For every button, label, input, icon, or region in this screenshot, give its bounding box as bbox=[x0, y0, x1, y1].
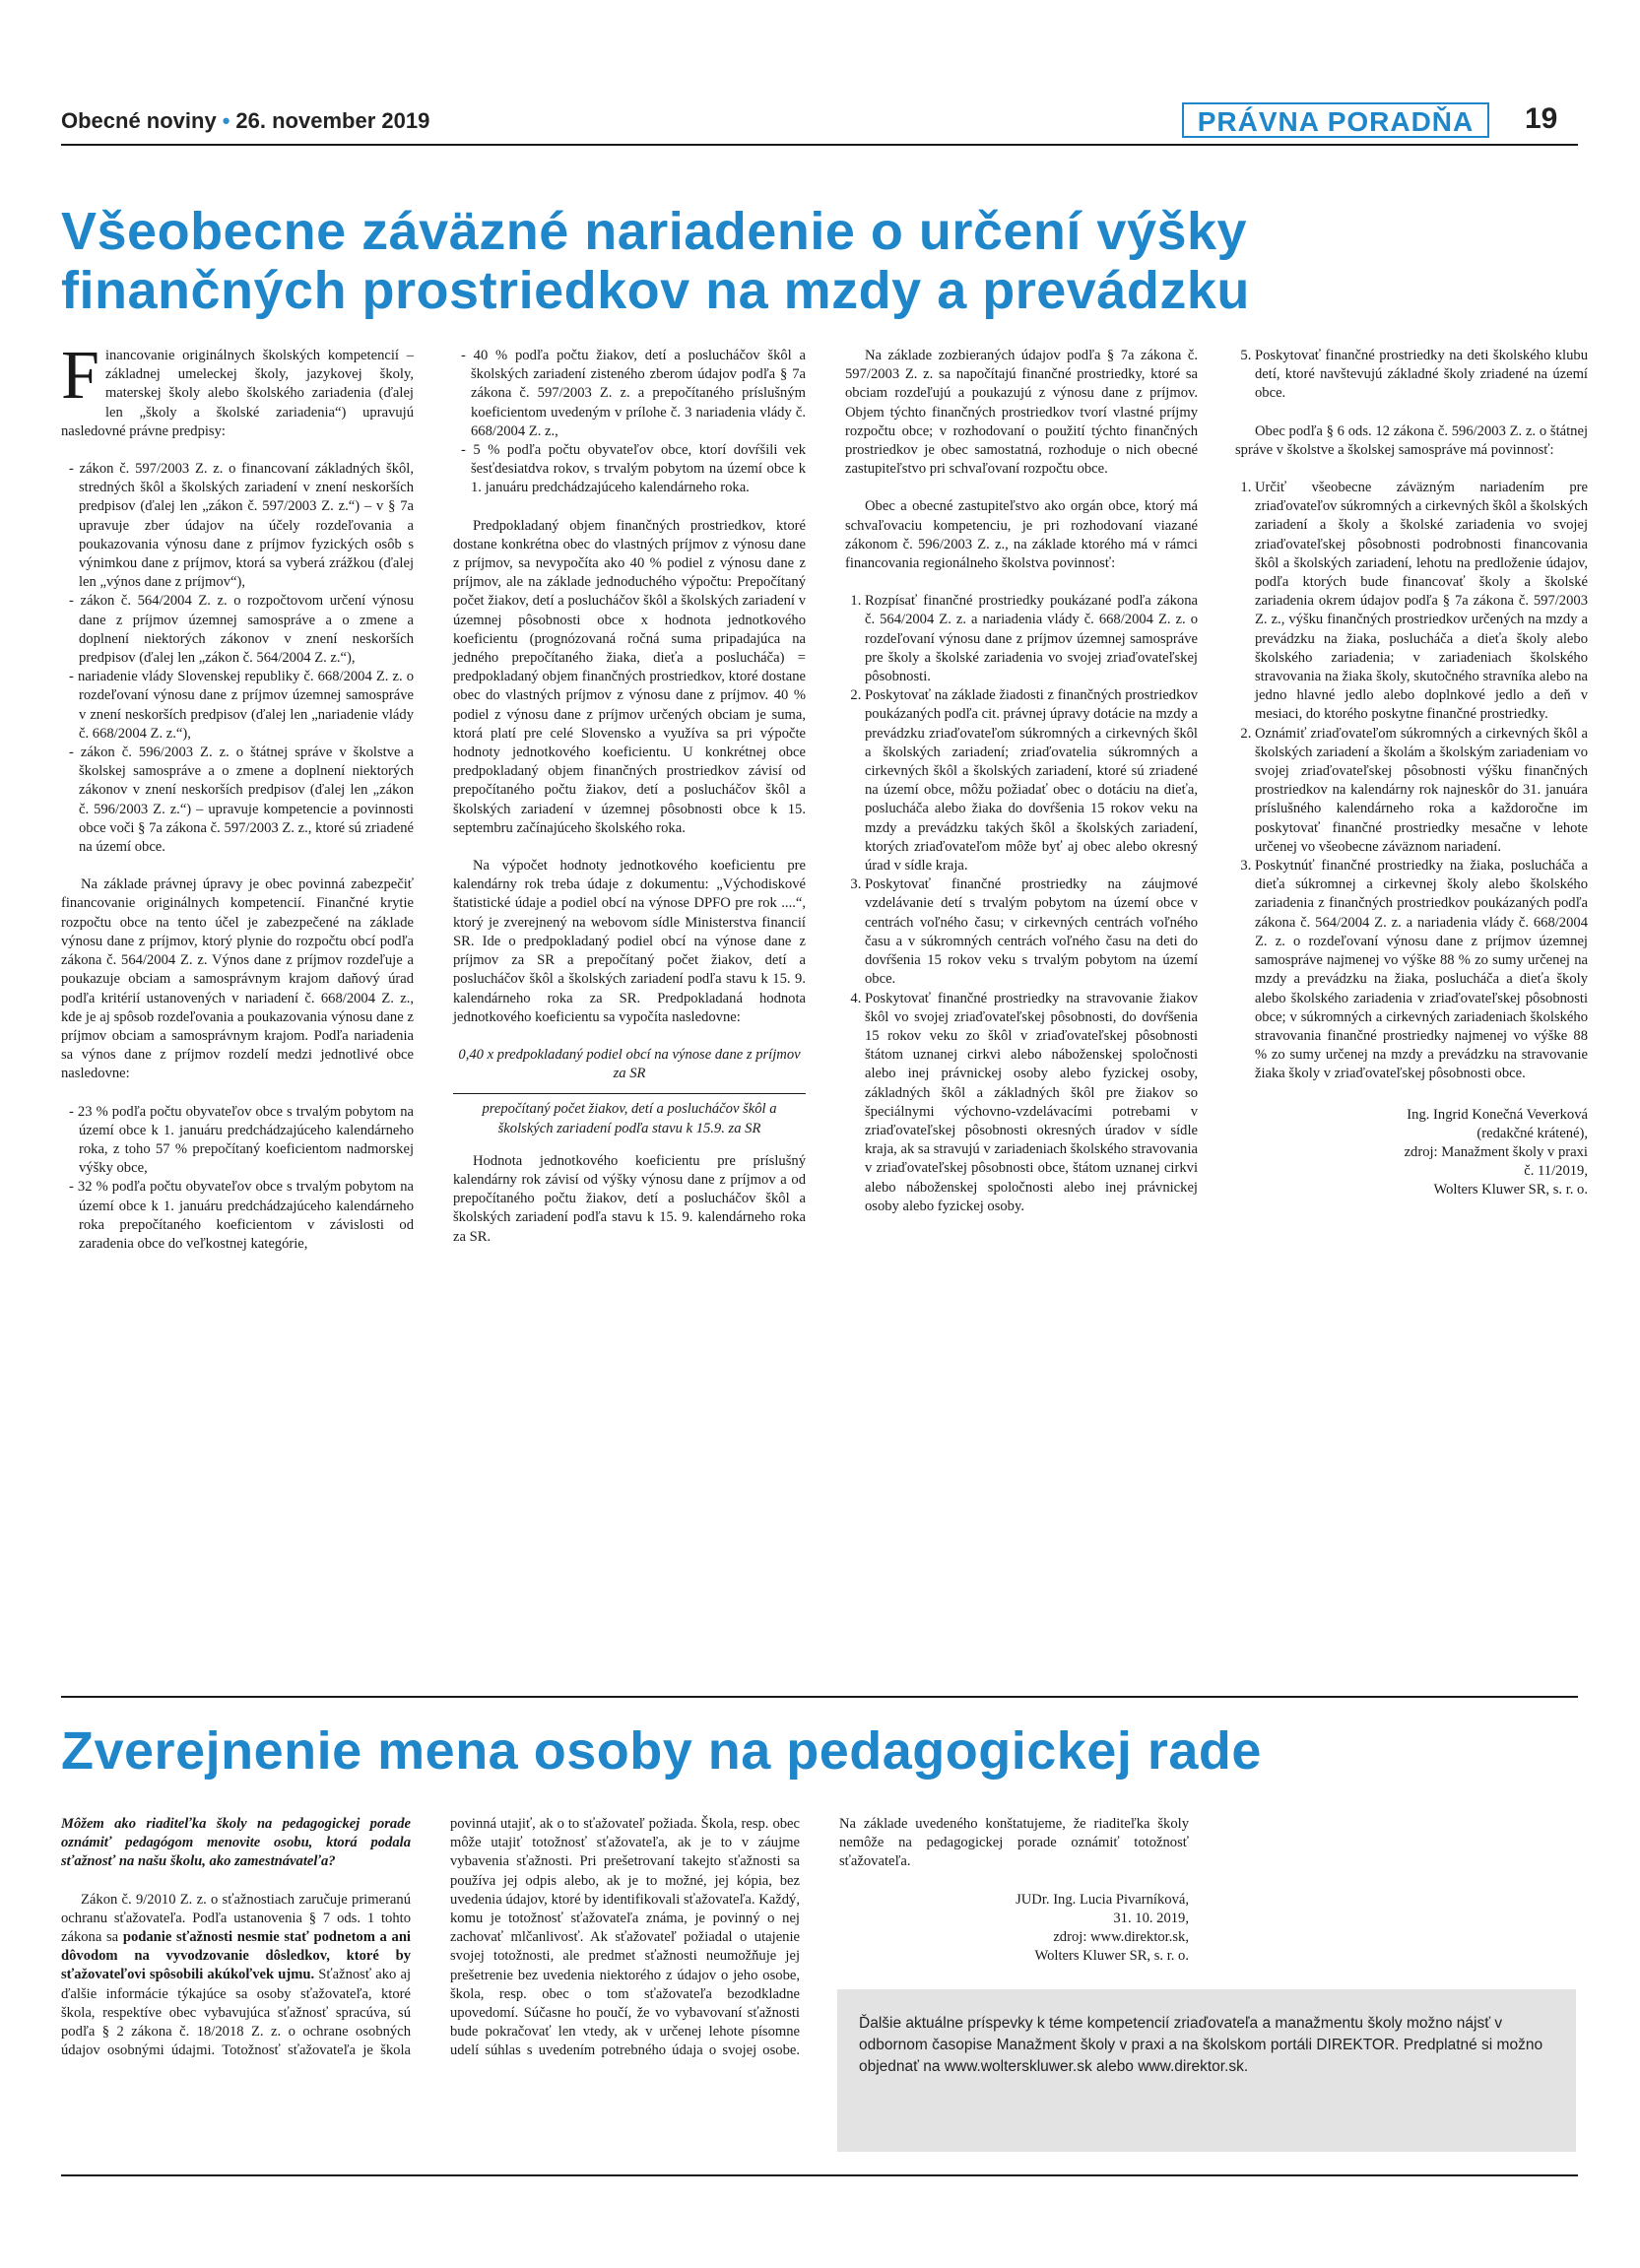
distribution-list-cont bbox=[453, 347, 806, 498]
signature-line: zdroj: www.direktor.sk, bbox=[1053, 1929, 1189, 1946]
signature-line: Wolters Kluwer SR, s. r. o. bbox=[1034, 1948, 1189, 1965]
list-item: 3. Poskytnúť finančné prostriedky na žiaka, poslucháča a dieťa súkromnej a cirkevnej školy alebo školského zariadenia z finančných prostriedkov poukázaných podľa zákona č. 564/2004 Z. z. a nariadenia vlády č. 668/2004 Z. z. o rozdeľovaní výnosu dane z príjmov územnej samospráve najmenej vo výške 88 % zo sumy určenej na mzdy a prevádzku na žiaka, poslucháča a dieťa školy alebo školského zariadenia v zriaďovateľskej pôsobnosti obce; v súkromných a cirkevných zariadeniach školského stravovania finančné prostriedky najmenej vo výške 88 % zo sumy určenej na mzdy a prevádzku na stravovanie žiaka školy v zriaďovateľskej pôsobnosti obce. bbox=[1255, 857, 1588, 1083]
separator-dot: • bbox=[222, 108, 230, 133]
intro-paragraph: Financovanie originálnych školských kompetencií – základnej umeleckej školy, jazykovej školy, materskej školy alebo školského zariadenia (ďalej len „školy a školské zariadenia“) upravujú nasledovné právne predpisy: bbox=[61, 338, 414, 439]
section6-duties-list bbox=[1235, 479, 1588, 1084]
duties-list bbox=[845, 592, 1198, 1216]
signature-line: 31. 10. 2019, bbox=[1113, 1910, 1189, 1926]
list-item: - nariadenie vlády Slovenskej republiky č. 668/2004 Z. z. o rozdeľovaní výnosu dane z príjmov územnej samospráve v znení neskorších predpisov (ďalej len „nariadenie vlády č. 668/2004 Z. z.“), bbox=[69, 669, 414, 742]
header-rule bbox=[61, 144, 1578, 146]
section-label: PRÁVNA PORADŇA bbox=[1182, 102, 1489, 138]
highlighted-provision: podanie sťažnosti nesmie stať podnetom a ani dôvodom na vyvodzovanie dôsledkov, ktoré by sťažovateľovi spôsobili akúkoľvek ujmu. bbox=[61, 1929, 411, 1983]
page-number: 19 bbox=[1525, 102, 1558, 135]
signature-line: zdroj: Manažment školy v praxi bbox=[1404, 1143, 1588, 1160]
article1-column-2 bbox=[453, 347, 806, 1265]
author-name: JUDr. Ing. Lucia Pivarníková, bbox=[1016, 1891, 1189, 1908]
signature-line: č. 11/2019, bbox=[1524, 1163, 1588, 1180]
drop-cap: F bbox=[61, 338, 99, 414]
expected-volume-paragraph: Predpokladaný objem finančných prostriedkov, ktoré dostane konkrétna obec do vlastných príjmov z výnosu dane z príjmov, sa nevypočíta ako 40 % podiel z výnosu dane z príjmov, ale na základe jednoduchého výpočtu: Prepočítaný počet žiakov, detí a poslucháčov škôl a školských zariadení v územnej pôsobnosti obce x hodnota jednotkového koeficientu (prognózovaná ročná suma pripadajúca na jedného prepočítaného žiaka, dieťa a poslucháča) = predpokladaný objem finančných prostriedkov, ktoré dostane obec do vlastných príjmov z výnosu dane z príjmov. 40 % podiel z výnosu dane z príjmov určených obciam je suma, ktorá platí pre celé Slovensko a využíva sa pri výpočte hodnoty jednotkového koeficientu. U konkrétnej obce predpokladaný objem finančných prostriedkov závisí od prepočítaného počtu žiakov, detí a poslucháčov škôl a školských zariadení v územnej pôsobnosti obce k 15. septembru začínajúceho školského roka. bbox=[453, 517, 806, 836]
list-item: - 5 % podľa počtu obyvateľov obce, ktorí dovŕšili vek šesťdesiatdva rokov, s trvalým pobytom na území obce k 1. januáru predchádzajúceho kalendárneho roka. bbox=[461, 442, 806, 496]
signature-line: (redakčné krátené), bbox=[1476, 1125, 1588, 1141]
issue-date: 26. november 2019 bbox=[235, 108, 430, 133]
list-item: - zákon č. 597/2003 Z. z. o financovaní základných škôl, stredných škôl a školských zariadení v znení neskorších predpisov (ďalej len „zákon č. 597/2003 Z. z.“) – v § 7a upravuje zber údajov na účely rozdeľovania a poukazovania výnosu dane z príjmov fyzických osôb s výnimkou dane z príjmov, ktorá sa vyberá zrážkou (ďalej len „výnos dane z príjmov“), bbox=[69, 461, 414, 591]
coefficient-formula bbox=[453, 1046, 806, 1138]
article2-signature bbox=[839, 1891, 1189, 1967]
article1-column-4 bbox=[1235, 347, 1588, 1200]
article2-title: Zverejnenie mena osoby na pedagogickej rade bbox=[61, 1721, 1262, 1781]
formula-numerator: 0,40 x predpokladaný podiel obcí na výnose dane z príjmov za SR bbox=[458, 1046, 801, 1082]
list-item: 1. Rozpísať finančné prostriedky poukázané podľa zákona č. 564/2004 Z. z. a nariadenia vlády č. 668/2004 Z. z. o rozdeľovaní výnosu dane z príjmov územnej samospráve pre školy a školské zariadenia vo svojej zriaďovateľskej pôsobnosti. bbox=[865, 592, 1198, 686]
article1-column-3 bbox=[845, 347, 1198, 1235]
list-item: 2. Poskytovať na základe žiadosti z finančných prostriedkov poukázaných podľa cit. právnej úpravy dotácie na mzdy a prevádzku zriaďovateľom súkromných a cirkevných škôl a školských zariadení; zriaďovatelia súkromných a cirkevných škôl a školských zariadení, ktoré sú zriadené na území obce, môžu požiadať obec o dotáciu na dieťa, poslucháča alebo žiaka do dovŕšenia 15 rokov veku na mzdy a prevádzku takých škôl a školských zariadení, ktorých zriaďovateľom môže byť aj obec alebo okresný úrad v sídle kraja. bbox=[865, 686, 1198, 875]
article-divider bbox=[61, 1696, 1578, 1698]
duties-list-cont bbox=[1235, 347, 1588, 404]
author-name: Ing. Ingrid Konečná Veverková bbox=[1407, 1106, 1588, 1123]
basis-paragraph: Na základe právnej úpravy je obec povinná zabezpečiť financovanie originálnych kompetencií. Finančné krytie rozpočtu obce na tento účel je zabezpečené na základe výnosu dane z príjmov, ktorý plynie do rozpočtu obcí podľa zákona č. 564/2004 Z. z. Výnos dane z príjmov rozdeľuje a poukazuje obciam a samosprávnym krajom daňový úrad podľa kritérií ustanovených v nariadení č. 668/2004 Z. z., kde je aj spôsob rozdeľovania a poukazovania výnosu dane z príjmov obciam a samosprávnym krajom. Podľa nariadenia sa výnos dane z príjmov rozdelí medzi jednotlivé obce nasledovne: bbox=[61, 876, 414, 1082]
list-item: 1. Určiť všeobecne záväzným nariadením pre zriaďovateľov súkromných a cirkevných škôl a školských zariadení a školy a školské zariadenia vo svojej zriaďovateľskej pôsobnosti podrobnosti financovania škôl a školských zariadení, lehotu na predloženie údajov, podľa ktorých bude financovať školy a školské zariadenia okrem údajov podľa § 7a zákona č. 597/2003 Z. z., výšku finančných prostriedkov určených na mzdy a prevádzku na žiaka, poslucháča a dieťa školy alebo školského zariadenia; v zariadeniach školského stravovania na žiaka školy, skutočného stravníka alebo na jedno hlavné jedlo alebo doplnkové jedlo a deň v mesiaci, do ktorého poskytne finančné prostriedky. bbox=[1255, 479, 1588, 725]
publication-name: Obecné noviny bbox=[61, 108, 217, 133]
footer-rule bbox=[61, 2174, 1578, 2176]
list-item: - 23 % podľa počtu obyvateľov obce s trvalým pobytom na území obce k 1. januáru predchádzajúceho kalendárneho roka, z toho 57 % prepočítaný koeficientom nadmorskej výšky obce, bbox=[69, 1103, 414, 1177]
unit-coefficient-paragraph: Hodnota jednotkového koeficientu pre príslušný kalendárny rok závisí od výšky výnosu dane z príjmov a od prepočítaného počtu žiakov, detí a poslucháčov škôl a školských zariadení podľa stavu k 15. 9. kalendárneho roka za SR. bbox=[453, 1152, 806, 1245]
collected-data-paragraph: Na základe zozbieraných údajov podľa § 7a zákona č. 597/2003 Z. z. sa napočítajú finančné prostriedky, ktoré sa obciam rozdeľujú a poukazujú z výnosu dane z príjmov. Objem týchto finančných prostriedkov tvorí vlastné príjmy rozpočtu obce; v rozhodovaní o použití týchto finančných prostriedkov je obec samostatná, rozhoduje o nich obecné zastupiteľstvo pri schvaľovaní rozpočtu obce. bbox=[845, 348, 1198, 478]
list-item: - 32 % podľa počtu obyvateľov obce s trvalým pobytom na území obce k 1. januáru predchádzajúceho kalendárneho roka prepočítaného koeficientom v závislosti od zaradenia obce do veľkostnej kategórie, bbox=[69, 1179, 414, 1252]
info-box: Ďalšie aktuálne príspevky k téme kompetencií zriaďovateľa a manažmentu školy možno nájsť v odbornom časopise Manažment školy v praxi a na školskom portáli DIREKTOR. Predplatné si možno objednať na www.wolterskluwer.sk alebo www.direktor.sk. bbox=[837, 1989, 1576, 2152]
list-item: 2. Oznámiť zriaďovateľom súkromných a cirkevných škôl a školských zariadení a školám a školským zariadeniam vo svojej zriaďovateľskej pôsobnosti výšku finančných prostriedkov na kalendárny rok najneskôr do 31. januára príslušného kalendárneho roka a každoročne im poskytovať finančné prostriedky mesačne v lehote určenej vo všeobecne záväznom nariadení. bbox=[1255, 725, 1588, 857]
laws-list bbox=[61, 460, 414, 857]
article1-signature bbox=[1235, 1106, 1588, 1200]
list-item: 4. Poskytovať finančné prostriedky na stravovanie žiakov škôl vo svojej zriaďovateľskej pôsobnosti, do dovŕšenia 15 rokov veku zo škôl v zriaďovateľskej pôsobnosti štátom uznanej cirkvi alebo náboženskej spoločnosti alebo inej právnickej osoby alebo fyzickej osoby, základných škôl a základných škôl pre žiakov so špeciálnymi výchovno-vzdelávacími potrebami v zriaďovateľskej pôsobnosti okresných úradov v sídle kraja, ak sa stravujú v zariadeniach školského stravovania v zriaďovateľskej pôsobnosti obce, štátom uznanej cirkvi alebo náboženskej spoločnosti alebo inej právnickej osoby alebo fyzickej osoby. bbox=[865, 990, 1198, 1216]
section6-paragraph: Obec podľa § 6 ods. 12 zákona č. 596/2003 Z. z. o štátnej správe v školstve a školskej samospráve má povinnosť: bbox=[1235, 422, 1588, 458]
running-header bbox=[61, 108, 429, 134]
reader-question: Môžem ako riaditeľka školy na pedagogickej porade oznámiť pedagógom menovite osobu, ktorá podala sťažnosť na našu školu, ako zamestnávateľa? bbox=[61, 1816, 411, 1870]
article1-column-1 bbox=[61, 338, 414, 1272]
article1-title: Všeobecne záväzné nariadenie o určení výšky finančných prostriedkov na mzdy a prevádzku bbox=[61, 202, 1250, 320]
list-item: - zákon č. 596/2003 Z. z. o štátnej správe v školstve a školskej samospráve a o zmene a doplnení niektorých zákonov v znení neskorších predpisov (ďalej len „zákon č. 596/2003 Z. z.“) – upravuje kompetencie a povinnosti obce voči § 7a zákona č. 597/2003 Z. z., ktoré sú zriadené na území obce. bbox=[69, 745, 414, 856]
answer-paragraph: Zákon č. 9/2010 Z. z. o sťažnostiach zaručuje primeranú ochranu sťažovateľa. Podľa ustanovenia § 7 ods. 1 tohto zákona sa podanie sťažnosti nesmie stať podnetom a ani dôvodom na vyvodzovanie dôsledkov, ktoré by sťažovateľovi spôsobili akúkoľvek ujmu. Sťažnosť ako aj ďalšie informácie týkajúce sa osoby sťažovateľa, ktoré škola, respektíve obec vybavujúca sťažnosť spracúva, sú podľa § 2 zákona č. 18/2018 Z. z. o ochrane osobných údajov osobnými údajmi. Totožnosť sťažovateľa je škola povinná utajiť, ak o to sťažovateľ požiada. Škola, resp. obec môže utajiť totožnosť sťažovateľa, ak je to v záujme vybavenia sťažnosti. Pri prešetrovaní takejto sťažnosti sa používa jej odpis alebo, ak je to možné, jej kópia, bez uvedenia údajov, ktoré by identifikovali sťažovateľa. Každý, komu je totožnosť sťažovateľa známa, je povinný o nej zachovať mlčanlivosť. Ak sťažovateľ požiadal o utajenie svojej totožnosti, ale predmet sťažnosti neumožňuje jej prešetrenie bez uvedenia niektorého z údajov o jeho osobe, škola, resp. obec o tom sťažovateľa bezodkladne upovedomí. Súčasne ho poučí, že vo vybavovaní sťažnosti bude pokračovať len vtedy, ak v určenej lehote písomne udelí súhlas s uvedením potrebného údaja o svojej osobe. Na základe uvedeného konštatujeme, že riaditeľka školy nemôže na pedagogickej porade oznámiť totožnosť sťažovateľa. bbox=[61, 1816, 1189, 2059]
list-item: 3. Poskytovať finančné prostriedky na záujmové vzdelávanie detí s trvalým pobytom na území obce v centrách voľného času; v cirkevných centrách voľného času a v súkromných centrách voľného času na deti do dovŕšenia 15 rokov veku s trvalým pobytom na území obce. bbox=[865, 875, 1198, 989]
list-item: 5. Poskytovať finančné prostriedky na deti školského klubu detí, ktoré navštevujú základné školy zriadené na území obce. bbox=[1255, 347, 1588, 404]
calculation-paragraph: Na výpočet hodnoty jednotkového koeficientu pre kalendárny rok treba údaje z dokumentu: „Východiskové štatistické údaje a podiel obcí na výnose DPFO pre rok ....“, ktorý je zverejnený na webovom sídle Ministerstva financií SR. Ide o predpokladaný podiel obcí na výnose dane z príjmov za SR a prepočítaný počet žiakov, detí a poslucháčov škôl a školských zariadení podľa stavu k 15. 9. kalendárneho roka za SR. Predpokladaná hodnota jednotkového koeficientu sa vypočíta nasledovne: bbox=[453, 858, 806, 1025]
list-item: - 40 % podľa počtu žiakov, detí a poslucháčov škôl a školských zariadení zisteného zberom údajov podľa § 7a zákona č. 597/2003 Z. z. a prepočítaného príslušným koeficientom uvedeným v prílohe č. 3 nariadenia vlády č. 668/2004 Z. z., bbox=[461, 348, 806, 439]
formula-denominator: prepočítaný počet žiakov, detí a poslucháčov škôl a školských zariadení podľa stavu k 15.9. za SR bbox=[482, 1101, 777, 1136]
list-item: - zákon č. 564/2004 Z. z. o rozpočtovom určení výnosu dane z príjmov územnej samospráve a o zmene a doplnení niektorých zákonov v znení neskorších predpisov (ďalej len „zákon č. 564/2004 Z. z.“), bbox=[69, 593, 414, 667]
signature-line: Wolters Kluwer SR, s. r. o. bbox=[1433, 1182, 1588, 1199]
fraction-bar bbox=[453, 1093, 806, 1094]
distribution-list bbox=[61, 1103, 414, 1255]
body-paragraph: Obec a obecné zastupiteľstvo ako orgán obce, ktorý má schvaľovaciu kompetenciu, je pri rozhodovaní viazané zákonom č. 596/2003 Z. z., na základe ktorého má v rámci financovania regionálneho školstva povinnosť: bbox=[845, 498, 1198, 572]
